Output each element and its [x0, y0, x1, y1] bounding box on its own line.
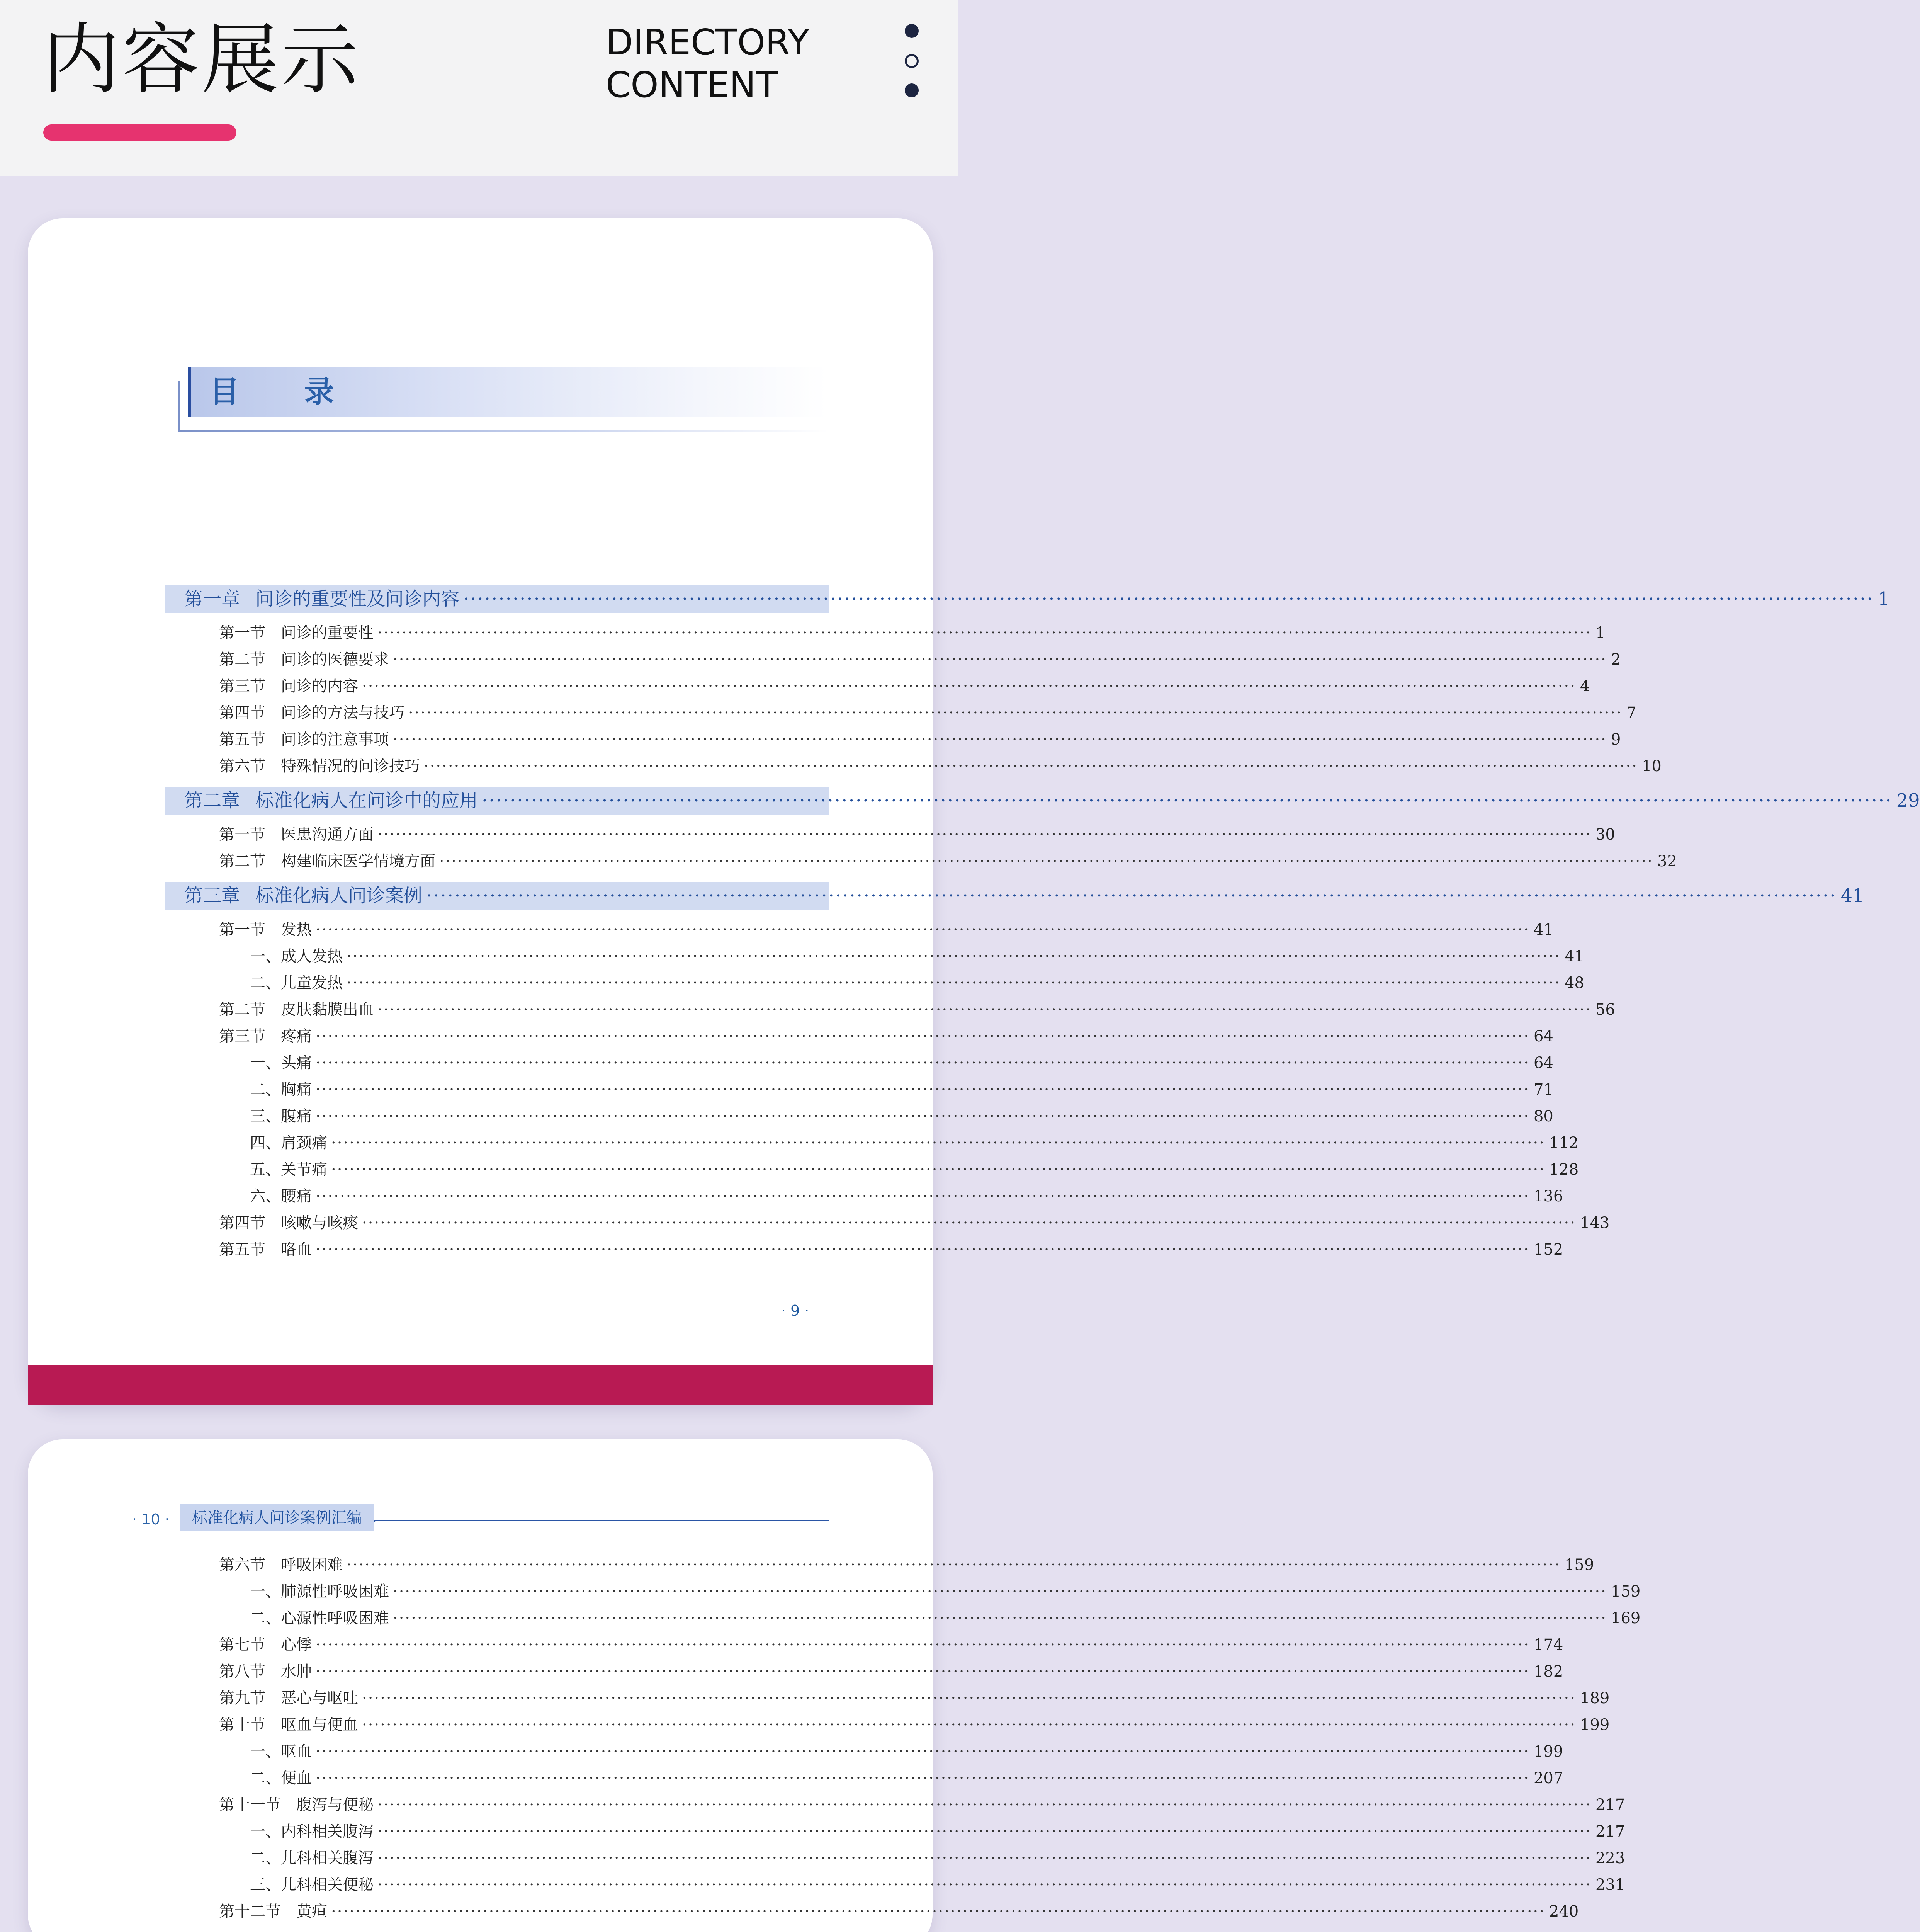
- toc-leader-dots: ········································································································································································································: [439, 852, 1653, 870]
- toc-page-number: 231: [1595, 1876, 1625, 1894]
- english-heading-line-2: CONTENT: [606, 64, 778, 105]
- toc-entry-title: [219, 1713, 358, 1736]
- toc-page-number: 112: [1549, 1134, 1579, 1152]
- toc-entry-title: [250, 1820, 374, 1843]
- toc-entry-text: 五、关节痛: [250, 1161, 327, 1179]
- toc-entry-title: [250, 1078, 312, 1101]
- toc-entry-text: 二、儿童发热: [250, 974, 343, 992]
- toc-row: [219, 1660, 1563, 1683]
- toc-page-number: 174: [1533, 1636, 1563, 1654]
- toc-leader-dots: ········································································································································································································: [316, 1636, 1530, 1654]
- toc-row: [250, 1158, 1579, 1181]
- toc-chapter-row: [165, 882, 1864, 910]
- toc-entry-text: 三、儿科相关便秘: [250, 1876, 374, 1894]
- toc-entry-number: 第一节: [219, 624, 265, 642]
- toc-entry-text: 心悸: [281, 1636, 312, 1654]
- toc-entry-title: [250, 1185, 312, 1208]
- toc-entry-number: 第十二节: [219, 1903, 281, 1920]
- toc-entry-number: 第九节: [219, 1689, 265, 1707]
- toc-entry-title: [219, 728, 389, 751]
- toc-entry-text: 问诊的医德要求: [281, 651, 389, 668]
- pager-dot-active-icon[interactable]: [905, 54, 919, 68]
- toc-leader-dots: ········································································································································································································: [393, 651, 1607, 668]
- running-title: 标准化病人问诊案例汇编: [180, 1504, 374, 1531]
- page-title: 内容展示: [42, 15, 361, 105]
- toc-entry-title: [250, 1051, 312, 1075]
- toc-leader-dots: ········································································································································································································: [347, 974, 1561, 992]
- toc-entry-number: 第五节: [219, 1241, 265, 1259]
- toc-page-number: 1: [1595, 624, 1606, 642]
- toc-entry-text: 标准化病人在问诊中的应用: [255, 790, 478, 811]
- toc-entry-title: [184, 882, 422, 910]
- toc-entry-text: 二、便血: [250, 1769, 312, 1787]
- footer-band: [28, 1365, 933, 1405]
- title-underline-bar: [43, 124, 236, 141]
- toc-entry-number: 第七节: [219, 1636, 265, 1654]
- toc-entry-number: 第六节: [219, 757, 265, 775]
- toc-page-number: 41: [1840, 885, 1864, 906]
- toc-page-number: 159: [1564, 1556, 1594, 1574]
- toc-row: [250, 1131, 1579, 1155]
- toc-entry-number: 第三节: [219, 1027, 265, 1045]
- toc-entry-text: 二、胸痛: [250, 1081, 312, 1099]
- toc-entry-text: 问诊的重要性: [281, 624, 374, 642]
- toc-leader-dots: ········································································································································································································: [331, 1903, 1545, 1920]
- toc-entry-title: [219, 1025, 312, 1048]
- toc-row: [219, 701, 1636, 724]
- toc-row: [219, 728, 1621, 751]
- toc-row: [250, 1051, 1553, 1075]
- toc-entry-number: 第一章: [184, 588, 240, 610]
- toc-page-number: 32: [1657, 852, 1677, 870]
- toc-leader-dots: ········································································································································································································: [316, 1081, 1530, 1099]
- toc-entry-text: 呼吸困难: [281, 1556, 343, 1574]
- toc-entry-title: [250, 1158, 327, 1181]
- toc-entry-title: [219, 648, 389, 671]
- toc-leader-dots: ········································································································································································································: [377, 1823, 1592, 1840]
- toc-entry-text: 医患沟通方面: [281, 826, 374, 844]
- toc-page-number: 64: [1533, 1027, 1553, 1045]
- toc-entry-text: 二、儿科相关腹泻: [250, 1849, 374, 1867]
- toc-entry-text: 问诊的重要性及问诊内容: [255, 588, 460, 610]
- toc-leader-dots: ········································································································································································································: [347, 947, 1561, 965]
- toc-leader-dots: ········································································································································································································: [408, 704, 1623, 722]
- toc-page-number: 217: [1595, 1796, 1625, 1814]
- toc-entry-title: [250, 945, 343, 968]
- toc-entry-number: 第三节: [219, 677, 265, 695]
- toc-entry-title: [219, 823, 374, 846]
- pager-dot-icon[interactable]: [905, 24, 919, 38]
- toc-entry-text: 一、内科相关腹泻: [250, 1823, 374, 1840]
- toc-page-number: 199: [1533, 1743, 1563, 1760]
- toc-entry-title: [250, 1580, 389, 1603]
- toc-entry-title: [250, 1873, 374, 1896]
- toc-page-number: 152: [1533, 1241, 1563, 1259]
- toc-row: [250, 1105, 1553, 1128]
- toc-page-number: 29: [1896, 790, 1920, 811]
- pager-dot-icon[interactable]: [905, 83, 919, 97]
- toc-entry-number: 第二章: [184, 790, 240, 811]
- toc-leader-dots: ········································································································································································································: [377, 1001, 1592, 1019]
- toc-row: [219, 1713, 1610, 1736]
- toc-entry-title: [219, 1238, 312, 1261]
- toc-entry-text: 水肿: [281, 1663, 312, 1680]
- toc-leader-dots: ········································································································································································································: [362, 1716, 1576, 1734]
- toc-entry-text: 咳嗽与咳痰: [281, 1214, 358, 1232]
- toc-row: [219, 755, 1662, 778]
- toc-leader-dots: ········································································································································································································: [393, 1609, 1607, 1627]
- banner-frame-left: [178, 381, 180, 431]
- toc-entry-title: [219, 755, 420, 778]
- toc-entry-text: 一、肺源性呼吸困难: [250, 1583, 389, 1600]
- toc-page-number: 41: [1564, 947, 1584, 965]
- toc-leader-dots: ········································································································································································································: [316, 1027, 1530, 1045]
- toc-entry-text: 发热: [281, 921, 312, 939]
- toc-page-number: 136: [1533, 1187, 1563, 1205]
- toc-page-number: 223: [1595, 1849, 1625, 1867]
- toc-page-number: 199: [1580, 1716, 1610, 1734]
- toc-entry-text: 腹泻与便秘: [296, 1796, 374, 1814]
- toc-leader-dots: ········································································································································································································: [347, 1556, 1561, 1574]
- toc-entry-text: 咯血: [281, 1241, 312, 1259]
- toc-row: [219, 1633, 1563, 1656]
- toc-leader-dots: ········································································································································································································: [316, 1054, 1530, 1072]
- toc-page-number: 48: [1564, 974, 1584, 992]
- toc-entry-number: 第一节: [219, 921, 265, 939]
- toc-page-number: 182: [1533, 1663, 1563, 1680]
- toc-row: [250, 971, 1584, 995]
- page-number: · 9 ·: [781, 1302, 809, 1319]
- toc-leader-dots: ········································································································································································································: [393, 731, 1607, 748]
- toc-page-number: 80: [1533, 1107, 1553, 1125]
- toc-entry-number: 第一节: [219, 826, 265, 844]
- toc-page-number: 169: [1611, 1609, 1641, 1627]
- toc-row: [219, 998, 1615, 1021]
- toc-entry-number: 第四节: [219, 1214, 265, 1232]
- toc-entry-title: [219, 621, 374, 645]
- toc-entry-text: 问诊的方法与技巧: [281, 704, 404, 722]
- toc-entry-text: 黄疸: [296, 1903, 327, 1920]
- toc-entry-title: [250, 1767, 312, 1790]
- toc-leader-dots: ········································································································································································································: [424, 757, 1638, 775]
- toc-row: [219, 648, 1621, 671]
- toc-leader-dots: ········································································································································································································: [316, 921, 1530, 939]
- toc-chapter-row: [165, 585, 1890, 613]
- header: [0, 0, 958, 176]
- toc-entry-title: [250, 1847, 374, 1870]
- toc-leader-dots: ········································································································································································································: [362, 677, 1576, 695]
- toc-leader-dots: ········································································································································································································: [377, 1849, 1592, 1867]
- toc-page-number: 4: [1580, 677, 1590, 695]
- toc-row: [219, 1211, 1610, 1235]
- toc-leader-dots: ········································································································································································································: [316, 1107, 1530, 1125]
- toc-leader-dots: ········································································································································································································: [331, 1134, 1545, 1152]
- toc-entry-title: [219, 675, 358, 698]
- toc-row: [219, 1025, 1553, 1048]
- toc-entry-number: 第二节: [219, 651, 265, 668]
- toc-row: [219, 1793, 1625, 1816]
- toc-row: [250, 1847, 1625, 1870]
- toc-entry-title: [219, 850, 435, 873]
- toc-leader-dots: ········································································································································································································: [316, 1743, 1530, 1760]
- toc-page-number: 7: [1626, 704, 1636, 722]
- toc-entry-text: 三、腹痛: [250, 1107, 312, 1125]
- toc-page-number: 207: [1533, 1769, 1563, 1787]
- toc-page-number: 143: [1580, 1214, 1610, 1232]
- toc-page-number: 240: [1549, 1903, 1579, 1920]
- toc-row: [219, 675, 1590, 698]
- toc-page-number: 159: [1611, 1583, 1641, 1600]
- toc-leader-dots: ········································································································································································································: [393, 1583, 1607, 1600]
- toc-entry-number: 第三章: [184, 885, 240, 906]
- toc-entry-title: [219, 1900, 327, 1923]
- english-heading: [606, 21, 809, 106]
- toc-entry-text: 皮肤黏膜出血: [281, 1001, 374, 1019]
- toc-page-number: 56: [1595, 1001, 1615, 1019]
- toc-entry-text: 四、肩颈痛: [250, 1134, 327, 1152]
- toc-row: [219, 1553, 1594, 1577]
- toc-page-1: [28, 218, 1920, 1405]
- toc-row: [219, 850, 1677, 873]
- toc-entry-text: 六、腰痛: [250, 1187, 312, 1205]
- toc-leader-dots: ········································································································································································································: [316, 1187, 1530, 1205]
- toc-page-number: 217: [1595, 1823, 1625, 1840]
- directory-title: 目 录: [209, 374, 362, 409]
- toc-entry-text: 呕血与便血: [281, 1716, 358, 1734]
- toc-entry-title: [250, 1105, 312, 1128]
- toc-row: [250, 1740, 1563, 1763]
- toc-row: [250, 1820, 1625, 1843]
- toc-leader-dots: ········································································································································································································: [482, 790, 1893, 811]
- toc-page-number: 189: [1580, 1689, 1610, 1707]
- toc-chapter-row: [165, 787, 1920, 815]
- toc-entry-text: 问诊的内容: [281, 677, 358, 695]
- toc-entry-title: [250, 1607, 389, 1630]
- toc-entry-text: 二、心源性呼吸困难: [250, 1609, 389, 1627]
- toc-leader-dots: ········································································································································································································: [377, 1796, 1592, 1814]
- toc-entry-title: [219, 1793, 374, 1816]
- toc-leader-dots: ········································································································································································································: [426, 885, 1837, 906]
- toc-row: [250, 1607, 1641, 1630]
- toc-entry-number: 第五节: [219, 731, 265, 748]
- toc-entry-text: 问诊的注意事项: [281, 731, 389, 748]
- toc-row: [250, 1767, 1563, 1790]
- toc-leader-dots: ········································································································································································································: [362, 1214, 1576, 1232]
- toc-page-number: 128: [1549, 1161, 1579, 1179]
- toc-entry-text: 特殊情况的问诊技巧: [281, 757, 420, 775]
- toc-leader-dots: ········································································································································································································: [331, 1161, 1545, 1179]
- toc-entry-text: 恶心与呕吐: [281, 1689, 358, 1707]
- toc-entry-title: [219, 998, 374, 1021]
- toc-row: [250, 1185, 1563, 1208]
- toc-entry-number: 第二节: [219, 1001, 265, 1019]
- toc-leader-dots: ········································································································································································································: [362, 1689, 1576, 1707]
- toc-entry-text: 构建临床医学情境方面: [281, 852, 435, 870]
- toc-page-2: [28, 1439, 1641, 1932]
- toc-row: [219, 1900, 1579, 1923]
- toc-row: [250, 1580, 1641, 1603]
- toc-entry-title: [184, 585, 459, 613]
- toc-entry-title: [250, 1131, 327, 1155]
- toc-entry-number: 第十节: [219, 1716, 265, 1734]
- toc-page-number: 30: [1595, 826, 1615, 844]
- toc-entry-title: [219, 1660, 312, 1683]
- toc-entry-text: 一、头痛: [250, 1054, 312, 1072]
- toc-row: [250, 1078, 1553, 1101]
- banner-frame-line: [178, 430, 827, 432]
- toc-leader-dots: ········································································································································································································: [377, 826, 1592, 844]
- toc-page-number: 71: [1533, 1081, 1553, 1099]
- toc-entry-title: [219, 1553, 343, 1577]
- running-header-line: [364, 1520, 829, 1521]
- toc-entry-title: [219, 701, 404, 724]
- toc-row: [219, 918, 1553, 941]
- toc-entry-text: 一、呕血: [250, 1743, 312, 1760]
- toc-entry-title: [219, 1211, 358, 1235]
- toc-entry-title: [219, 918, 312, 941]
- toc-row: [250, 945, 1584, 968]
- page-number: · 10 ·: [132, 1511, 170, 1528]
- toc-entry-number: 第八节: [219, 1663, 265, 1680]
- toc-entry-number: 第六节: [219, 1556, 265, 1574]
- toc-entry-text: 疼痛: [281, 1027, 312, 1045]
- toc-leader-dots: ········································································································································································································: [377, 1876, 1592, 1894]
- toc-page-number: 2: [1611, 651, 1621, 668]
- toc-page-number: 9: [1611, 731, 1621, 748]
- toc-leader-dots: ········································································································································································································: [463, 588, 1874, 610]
- toc-page-number: 10: [1641, 757, 1662, 775]
- toc-leader-dots: ········································································································································································································: [377, 624, 1592, 642]
- toc-row: [219, 621, 1606, 645]
- toc-page-number: 64: [1533, 1054, 1553, 1072]
- toc-entry-title: [219, 1633, 312, 1656]
- english-heading-line-1: DIRECTORY: [606, 22, 810, 63]
- toc-row: [219, 823, 1615, 846]
- toc-entry-text: 一、成人发热: [250, 947, 343, 965]
- banner-accent: [188, 367, 191, 417]
- toc-leader-dots: ········································································································································································································: [316, 1663, 1530, 1680]
- toc-entry-title: [184, 787, 478, 815]
- toc-page-number: 41: [1533, 921, 1553, 939]
- toc-entry-number: 第十一节: [219, 1796, 281, 1814]
- toc-entry-number: 第四节: [219, 704, 265, 722]
- toc-leader-dots: ········································································································································································································: [316, 1241, 1530, 1259]
- toc-entry-number: 第二节: [219, 852, 265, 870]
- toc-entry-title: [250, 1740, 312, 1763]
- toc-entry-title: [250, 971, 343, 995]
- toc-row: [250, 1873, 1625, 1896]
- toc-entry-text: 标准化病人问诊案例: [255, 885, 423, 906]
- toc-page-number: 1: [1878, 588, 1890, 610]
- toc-row: [219, 1238, 1563, 1261]
- toc-row: [219, 1687, 1610, 1710]
- toc-entry-title: [219, 1687, 358, 1710]
- toc-leader-dots: ········································································································································································································: [316, 1769, 1530, 1787]
